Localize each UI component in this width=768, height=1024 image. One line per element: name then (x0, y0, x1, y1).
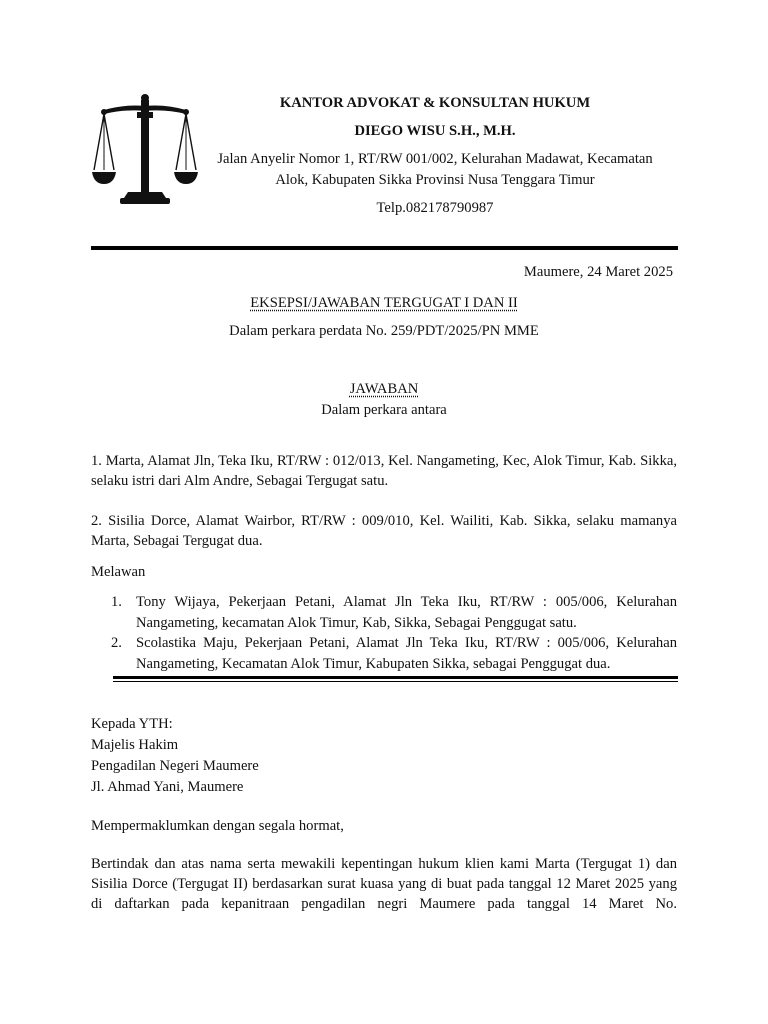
list-item (91, 633, 677, 674)
recipient-line-2: Majelis Hakim (91, 737, 179, 753)
body-paragraph: Bertindak dan atas nama serta mewakili kepentingan hukum klien kami Marta (Tergugat 1) dan Sisilia Dorce (Tergugat II) berdasarkan surat kuasa yang di buat pada tanggal 12 Maret 2025 yang di daftarkan pada kepanitraan pengadilan negri Maumere pada tanggal 14 Maret No. (91, 856, 677, 912)
recipient-line-4: Jl. Ahmad Yani, Maumere (91, 779, 244, 795)
document-title (0, 293, 768, 313)
letterhead-divider (91, 246, 678, 250)
address-line-1: Jalan Anyelir Nomor 1, RT/RW 001/002, Kelurahan Madawat, Kecamatan (217, 151, 653, 167)
address-line-2: Alok, Kabupaten Sikka Provinsi Nusa Tenggara Timur (275, 172, 595, 188)
document-title-text: EKSEPSI/JAWABAN TERGUGAT I DAN II (250, 295, 518, 311)
letter-date: Maumere, 24 Maret 2025 (523, 264, 673, 280)
list-item-number: 1. (111, 594, 122, 610)
section-title-text: JAWABAN (349, 381, 419, 397)
section-title (0, 379, 768, 399)
case-number: Dalam perkara perdata No. 259/PDT/2025/PN MME (229, 323, 539, 339)
phone-number: Telp.082178790987 (376, 200, 494, 216)
office-title: KANTOR ADVOKAT & KONSULTAN HUKUM (279, 95, 591, 111)
section-subtitle: Dalam perkara antara (321, 402, 447, 418)
defendant-2: 2. Sisilia Dorce, Alamat Wairbor, RT/RW : 009/010, Kel. Wailiti, Kab. Sikka, selaku mamanya Marta, Sebagai Tergugat dua. (91, 513, 677, 549)
greeting: Mempermaklumkan dengan segala hormat, (91, 818, 344, 834)
plaintiff-list (91, 592, 677, 674)
recipient-line-3: Pengadilan Negeri Maumere (91, 758, 259, 774)
versus-label: Melawan (91, 564, 146, 580)
defendant-1: 1. Marta, Alamat Jln, Teka Iku, RT/RW : 012/013, Kel. Nangameting, Kec, Alok Timur, Kab. Sikka, selaku istri dari Alm Andre, Sebagai Tergugat satu. (91, 453, 677, 489)
advocate-name: DIEGO WISU S.H., M.H. (354, 123, 516, 139)
list-item-number: 2. (111, 635, 122, 651)
list-item-text: Scolastika Maju, Pekerjaan Petani, Alamat Jln Teka Iku, RT/RW : 005/006, Kelurahan Nangameting, Kecamatan Alok Timur, Kabupaten Sikka, sebagai Penggugat dua. (136, 635, 677, 672)
recipient-line-1: Kepada YTH: (91, 716, 173, 732)
list-item-text: Tony Wijaya, Pekerjaan Petani, Alamat Jln Teka Iku, RT/RW : 005/006, Kelurahan Nangameting, kecamatan Alok Timur, Kab, Sikka, Sebagai Penggugat satu. (136, 594, 677, 631)
section-divider (113, 676, 678, 682)
scales-of-justice-icon (90, 92, 200, 208)
list-item (91, 592, 677, 633)
